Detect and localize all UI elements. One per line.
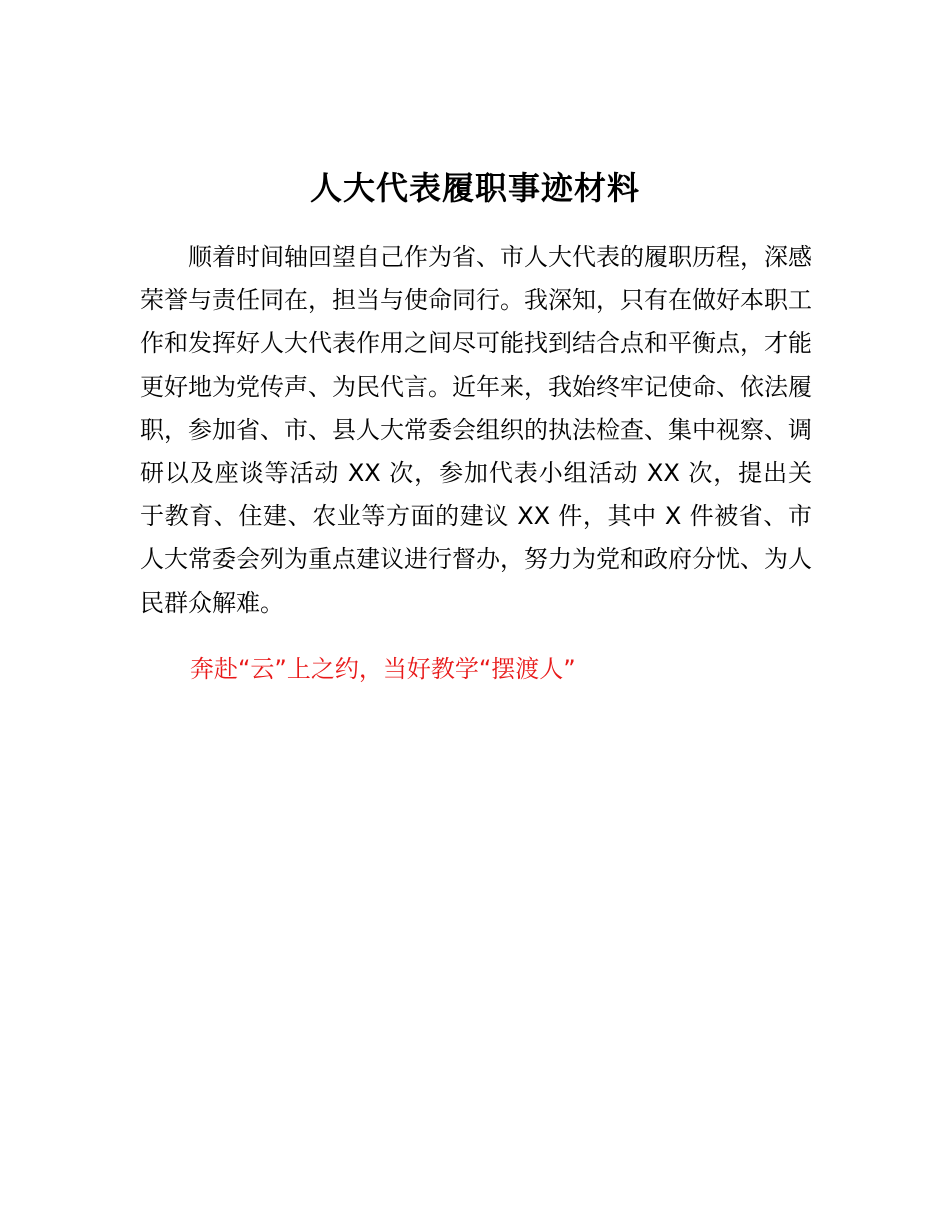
section-heading: 奔赴“云”上之约，当好教学“摆渡人” <box>190 655 576 683</box>
document-title: 人大代表履职事迹材料 <box>309 169 640 207</box>
body-paragraph: 顺着时间轴回望自己作为省、市人大代表的履职历程，深感荣誉与责任同在，担当与使命同行。我深知，只有在做好本职工作和发挥好人大代表作用之间尽可能找到结合点和平衡点，才能更好地为党传声、为民代言。近年来，我始终牢记使命、依法履职，参加省、市、县人大常委会组织的执法检查、集中视察、调研以及座谈等活动 XX 次，参加代表小组活动 XX 次，提出关于教育、住建、农业等方面的建议 XX 件，其中 X 件被省、市人大常委会列为重点建议进行督办，努力为党和政府分忧、为人民群众解难。 <box>140 243 812 617</box>
